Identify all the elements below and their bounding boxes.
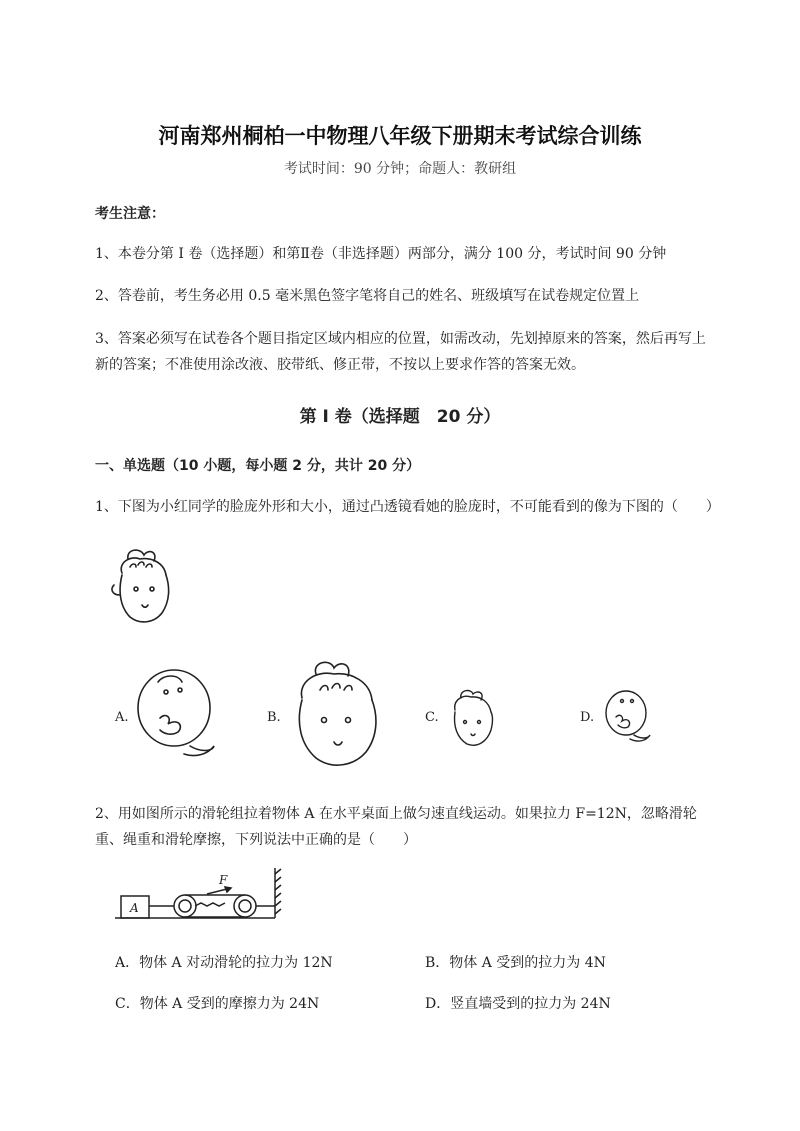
section-title: 第 I 卷（选择题 20 分） <box>299 407 501 427</box>
option-a-face-image <box>130 662 220 772</box>
question-2-option-a: A．物体 A 对动滑轮的拉力为 12N <box>115 955 333 971</box>
question-1-option-b-label: B. <box>267 710 281 725</box>
question-2-stem: 2、用如图所示的滑轮组拉着物体 A 在水平桌面上做匀速直线运动。如果拉力 F=12N，忽略滑轮重、绳重和滑轮摩擦，下列说法中正确的是（ ） <box>95 806 697 848</box>
part-heading: 一、单选题（10 小题，每小题 2 分，共计 20 分） <box>95 458 421 474</box>
question-2-option-d: D．竖直墙受到的拉力为 24N <box>425 996 611 1012</box>
notice-heading: 考生注意： <box>95 206 165 222</box>
question-1-option-a-label: A. <box>115 710 129 725</box>
notice-item-3: 3、答案必须写在试卷各个题目指定区域内相应的位置，如需改动，先划掉原来的答案，然后再写上新的答案；不准使用涂改液、胶带纸、修正带，不按以上要求作答的答案无效。 <box>95 331 706 373</box>
reference-face-image <box>108 545 178 630</box>
notice-item-2: 2、答卷前，考生务必用 0.5 毫米黑色签字笔将自己的姓名、班级填写在试卷规定位置上 <box>95 288 640 304</box>
page-subtitle: 考试时间：90 分钟；命题人：教研组 <box>283 161 517 177</box>
option-b-face-image <box>290 658 380 773</box>
question-1-option-c-label: C. <box>425 710 439 725</box>
question-2-option-c: C．物体 A 受到的摩擦力为 24N <box>115 996 320 1012</box>
option-c-face-image <box>447 688 497 750</box>
option-d-face-image <box>600 685 656 749</box>
question-1-option-d-label: D. <box>580 710 595 725</box>
pulley-diagram <box>115 868 285 926</box>
notice-item-1: 1、本卷分第 I 卷（选择题）和第Ⅱ卷（非选择题）两部分，满分 100 分，考试时间 90 分钟 <box>95 246 667 262</box>
page-title: 河南郑州桐柏一中物理八年级下册期末考试综合训练 <box>158 124 642 148</box>
block-a-label: A <box>130 901 139 915</box>
force-f-label: F <box>219 873 228 887</box>
question-1-stem: 1、下图为小红同学的脸庞外形和大小，通过凸透镜看她的脸庞时，不可能看到的像为下图的（ ） <box>95 499 720 515</box>
question-2-option-b: B．物体 A 受到的拉力为 4N <box>425 955 606 971</box>
